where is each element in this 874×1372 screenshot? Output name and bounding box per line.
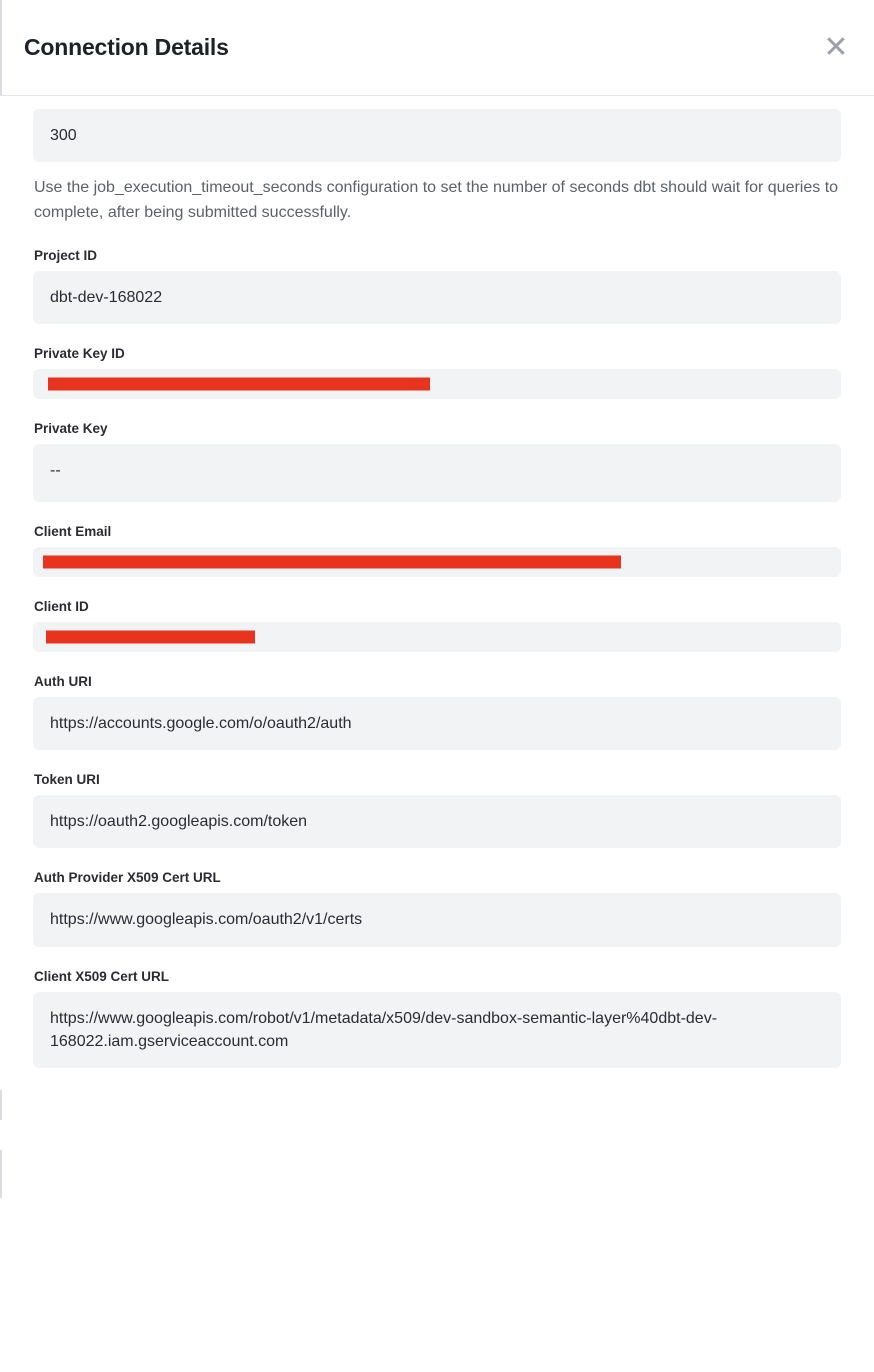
private-key-id-value[interactable] (33, 369, 841, 399)
private-key-id-label: Private Key ID (34, 345, 125, 361)
close-icon[interactable]: ✕ (820, 32, 852, 64)
project-id-label: Project ID (34, 247, 98, 263)
page-title: Connection Details (24, 34, 229, 60)
field-project-id (33, 248, 841, 324)
job-execution-timeout-value[interactable]: 300 (33, 109, 841, 162)
client-email-value[interactable] (33, 547, 841, 577)
modal-body (0, 109, 874, 1112)
client-id-label: Client ID (34, 598, 89, 614)
field-auth-provider-x509-cert-url (33, 870, 841, 946)
project-id-value[interactable]: dbt-dev-168022 (33, 271, 841, 324)
field-auth-uri (33, 674, 841, 750)
private-key-label: Private Key (34, 420, 108, 436)
client-email-label: Client Email (34, 523, 112, 539)
private-key-value[interactable]: -- (33, 444, 841, 502)
job-execution-timeout-helper-text: Use the job_execution_timeout_seconds configuration to set the number of seconds dbt should wait for queries to complete, after being submitted successfully. (34, 179, 839, 221)
edge-mark (0, 1150, 2, 1198)
client-id-value[interactable] (33, 622, 841, 652)
field-private-key-id (33, 346, 841, 399)
field-token-uri (33, 772, 841, 848)
redaction-bar (48, 377, 430, 390)
auth-uri-label: Auth URI (34, 673, 92, 689)
auth-provider-x509-cert-url-value[interactable]: https://www.googleapis.com/oauth2/v1/certs (33, 893, 841, 946)
client-x509-cert-url-label: Client X509 Cert URL (34, 968, 170, 984)
auth-provider-x509-cert-url-label: Auth Provider X509 Cert URL (34, 870, 221, 886)
field-job-execution-timeout (33, 109, 841, 226)
client-x509-cert-url-value[interactable]: https://www.googleapis.com/robot/v1/metadata/x509/dev-sandbox-semantic-layer%40dbt-dev-168022.iam.gserviceaccount.com (33, 992, 841, 1068)
edge-mark (0, 1090, 2, 1120)
modal-header (0, 0, 874, 96)
auth-uri-value[interactable]: https://accounts.google.com/o/oauth2/auth (33, 697, 841, 750)
token-uri-value[interactable]: https://oauth2.googleapis.com/token (33, 795, 841, 848)
field-client-id (33, 599, 841, 652)
token-uri-label: Token URI (34, 772, 100, 788)
redaction-bar (43, 555, 621, 568)
field-client-email (33, 524, 841, 577)
field-client-x509-cert-url (33, 969, 841, 1068)
field-private-key (33, 421, 841, 502)
redaction-bar (46, 630, 255, 643)
